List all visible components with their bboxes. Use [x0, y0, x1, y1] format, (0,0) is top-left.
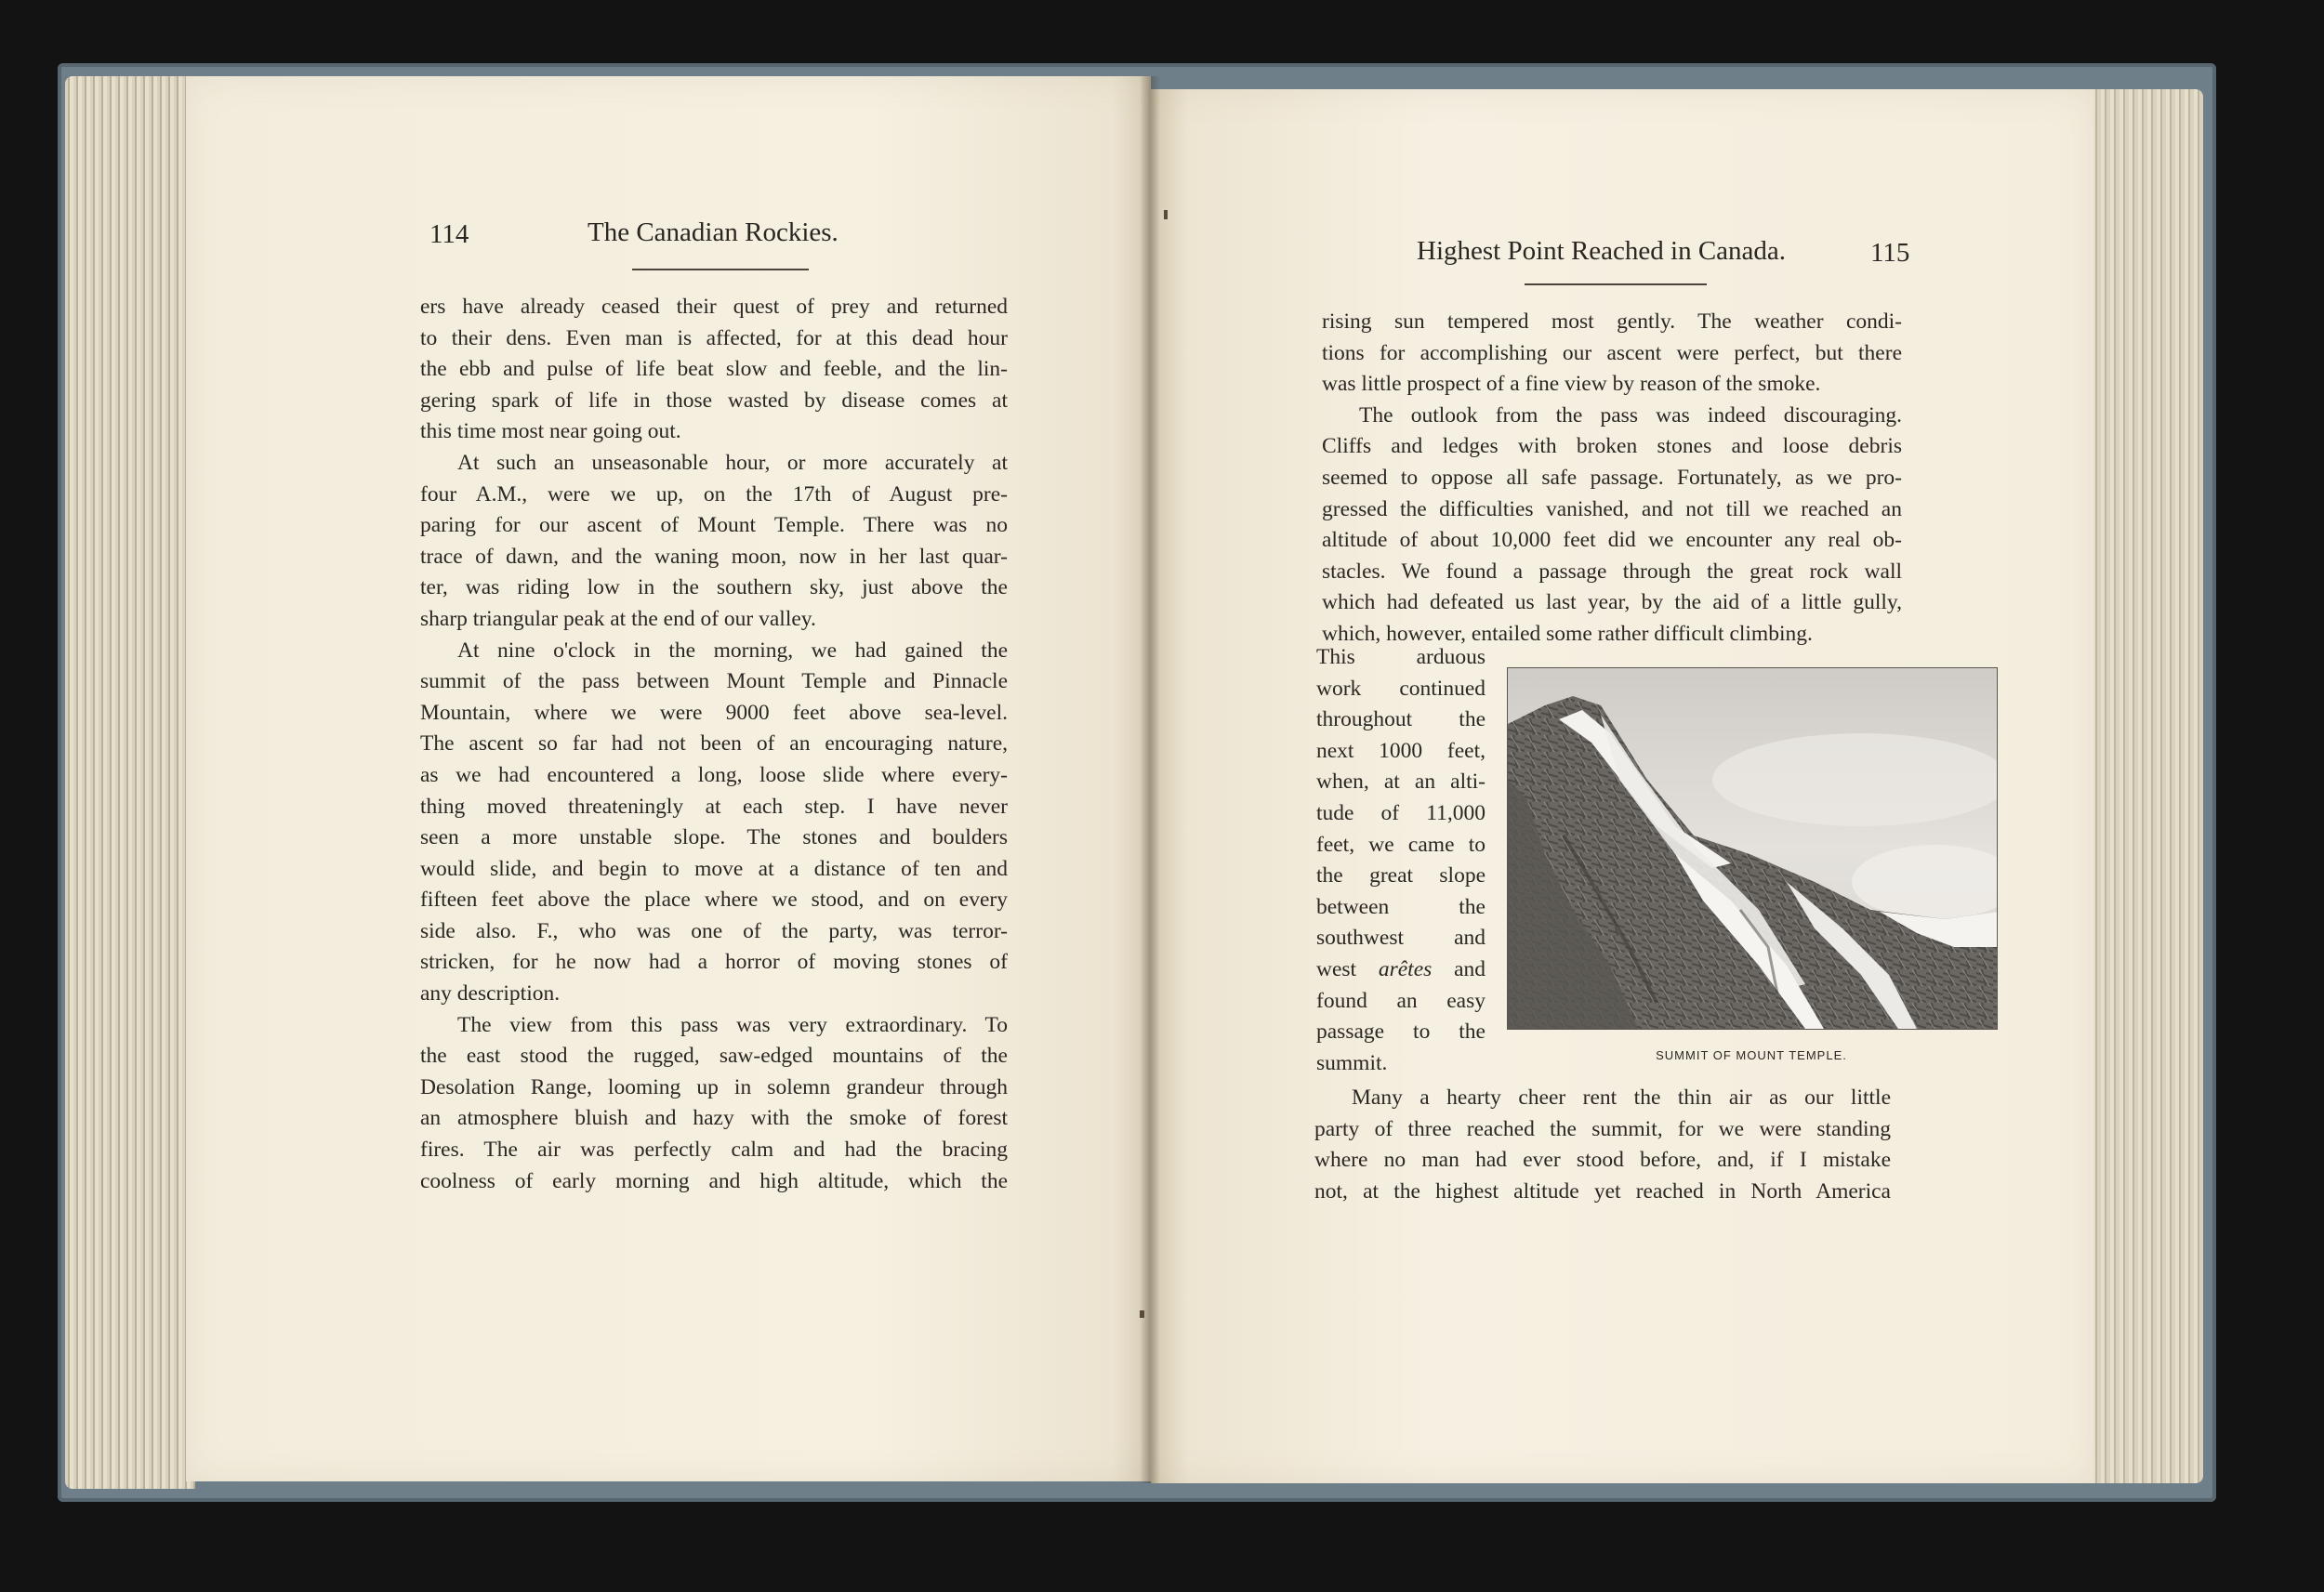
binding-thread: [1140, 1310, 1144, 1318]
text-line: fires. The air was perfectly calm and had the bracing: [420, 1138, 1008, 1163]
text-line: work continued: [1316, 676, 1486, 701]
text-line: sharp triangular peak at the end of our valley.: [420, 606, 816, 631]
text-line: summit of the pass between Mount Temple and Pinnacle: [420, 669, 1008, 694]
text-line: when, at an alti-: [1316, 770, 1486, 795]
book-gutter: [1140, 76, 1160, 1483]
text-line: The view from this pass was very extraordinary. To: [457, 1012, 1008, 1037]
text-line: where no man had ever stood before, and, if I mistake: [1314, 1148, 1891, 1173]
text-line: which had defeated us last year, by the aid of a little gully,: [1322, 590, 1902, 615]
left-page-text: [420, 292, 1008, 1197]
text-line: seemed to oppose all safe passage. Fortunately, as we pro-: [1322, 465, 1902, 490]
text-line: fifteen feet above the place where we stood, and on every: [420, 888, 1008, 913]
text-line: was little prospect of a fine view by reason of the smoke.: [1322, 372, 1821, 397]
text-line: this time most near going out.: [420, 419, 681, 444]
right-page-text-bottom: [1314, 1083, 1891, 1207]
text-line: would slide, and begin to move at a distance of ten and: [420, 856, 1008, 881]
text-line: side also. F., who was one of the party, was terror-: [420, 918, 1008, 943]
text-line: coolness of early morning and high altitude, which the: [420, 1168, 1008, 1193]
text-line: an atmosphere bluish and hazy with the smoke of forest: [420, 1106, 1008, 1131]
text-line: the east stood the rugged, saw-edged mountains of the: [420, 1044, 1008, 1069]
text-line: west arêtes and: [1316, 956, 1486, 981]
text-line: as we had encountered a long, loose slide where every-: [420, 762, 1008, 787]
text-line: passage to the: [1316, 1020, 1486, 1045]
text-line: which, however, entailed some rather difficult climbing.: [1322, 621, 1813, 646]
text-line: ers have already ceased their quest of prey and returned: [420, 295, 1008, 319]
text-line: seen a more unstable slope. The stones and boulders: [420, 825, 1008, 850]
binding-thread: [1164, 210, 1168, 219]
mountain-photo: [1507, 667, 1998, 1030]
text-line: Mountain, where we were 9000 feet above sea-level.: [420, 700, 1008, 725]
text-line: feet, we came to: [1316, 832, 1486, 857]
text-line: paring for our ascent of Mount Temple. There was no: [420, 513, 1008, 538]
text-line: any description.: [420, 981, 561, 1007]
text-line: not, at the highest altitude yet reached in North America: [1314, 1178, 1891, 1204]
right-page-text-top: [1322, 307, 1902, 651]
figure-caption: SUMMIT OF MOUNT TEMPLE.: [1656, 1048, 1847, 1062]
text-line: between the: [1316, 894, 1486, 919]
text-line: The ascent so far had not been of an encouraging nature,: [420, 731, 1008, 757]
text-line: four A.M., were we up, on the 17th of August pre-: [420, 481, 1008, 507]
right-page-number: 115: [1870, 238, 1910, 268]
left-running-head: The Canadian Rockies.: [588, 217, 838, 247]
text-line: tude of 11,000: [1316, 800, 1486, 825]
text-line: At nine o'clock in the morning, we had gained the: [457, 638, 1008, 663]
text-line: At such an unseasonable hour, or more accurately at: [457, 450, 1008, 475]
page-edges-right: [2082, 89, 2203, 1483]
text-line: tions for accomplishing our ascent were perfect, but there: [1322, 340, 1902, 365]
italic-term: arêtes: [1378, 956, 1433, 981]
right-header-rule: [1525, 283, 1707, 285]
text-line: southwest and: [1316, 926, 1486, 951]
text-line: summit.: [1316, 1050, 1388, 1075]
text-line: found an easy: [1316, 988, 1486, 1013]
right-page-text-wrapped: [1316, 642, 1486, 1079]
text-line: Desolation Range, looming up in solemn grandeur through: [420, 1074, 1008, 1099]
left-page-number: 114: [429, 219, 469, 249]
page-edges-left: [65, 76, 195, 1489]
text-line: next 1000 feet,: [1316, 738, 1486, 763]
text-line: ter, was riding low in the southern sky, just above the: [420, 575, 1008, 600]
text-line: gressed the difficulties vanished, and not till we reached an: [1322, 496, 1902, 521]
text-line: altitude of about 10,000 feet did we encounter any real ob-: [1322, 528, 1902, 553]
text-line: This arduous: [1316, 645, 1486, 669]
text-line: stacles. We found a passage through the great rock wall: [1322, 559, 1902, 584]
text-line: throughout the: [1316, 707, 1486, 732]
text-line: party of three reached the summit, for we were standing: [1314, 1116, 1891, 1141]
text-line: Many a hearty cheer rent the thin air as our little: [1352, 1085, 1891, 1110]
text-line: The outlook from the pass was indeed discouraging.: [1359, 402, 1902, 428]
text-line: to their dens. Even man is affected, for at this dead hour: [420, 325, 1008, 350]
text-line: trace of dawn, and the waning moon, now in her last quar-: [420, 544, 1008, 569]
text-line: Cliffs and ledges with broken stones and loose debris: [1322, 434, 1902, 459]
text-line: stricken, for he now had a horror of moving stones of: [420, 950, 1008, 975]
text-line: rising sun tempered most gently. The weather condi-: [1322, 309, 1902, 334]
text-line: gering spark of life in those wasted by disease comes at: [420, 388, 1008, 413]
left-header-rule: [632, 269, 809, 270]
text-line: the ebb and pulse of life beat slow and feeble, and the lin-: [420, 357, 1008, 382]
text-line: the great slope: [1316, 863, 1486, 888]
right-running-head: Highest Point Reached in Canada.: [1417, 236, 1787, 266]
text-line: thing moved threateningly at each step. I have never: [420, 794, 1008, 819]
